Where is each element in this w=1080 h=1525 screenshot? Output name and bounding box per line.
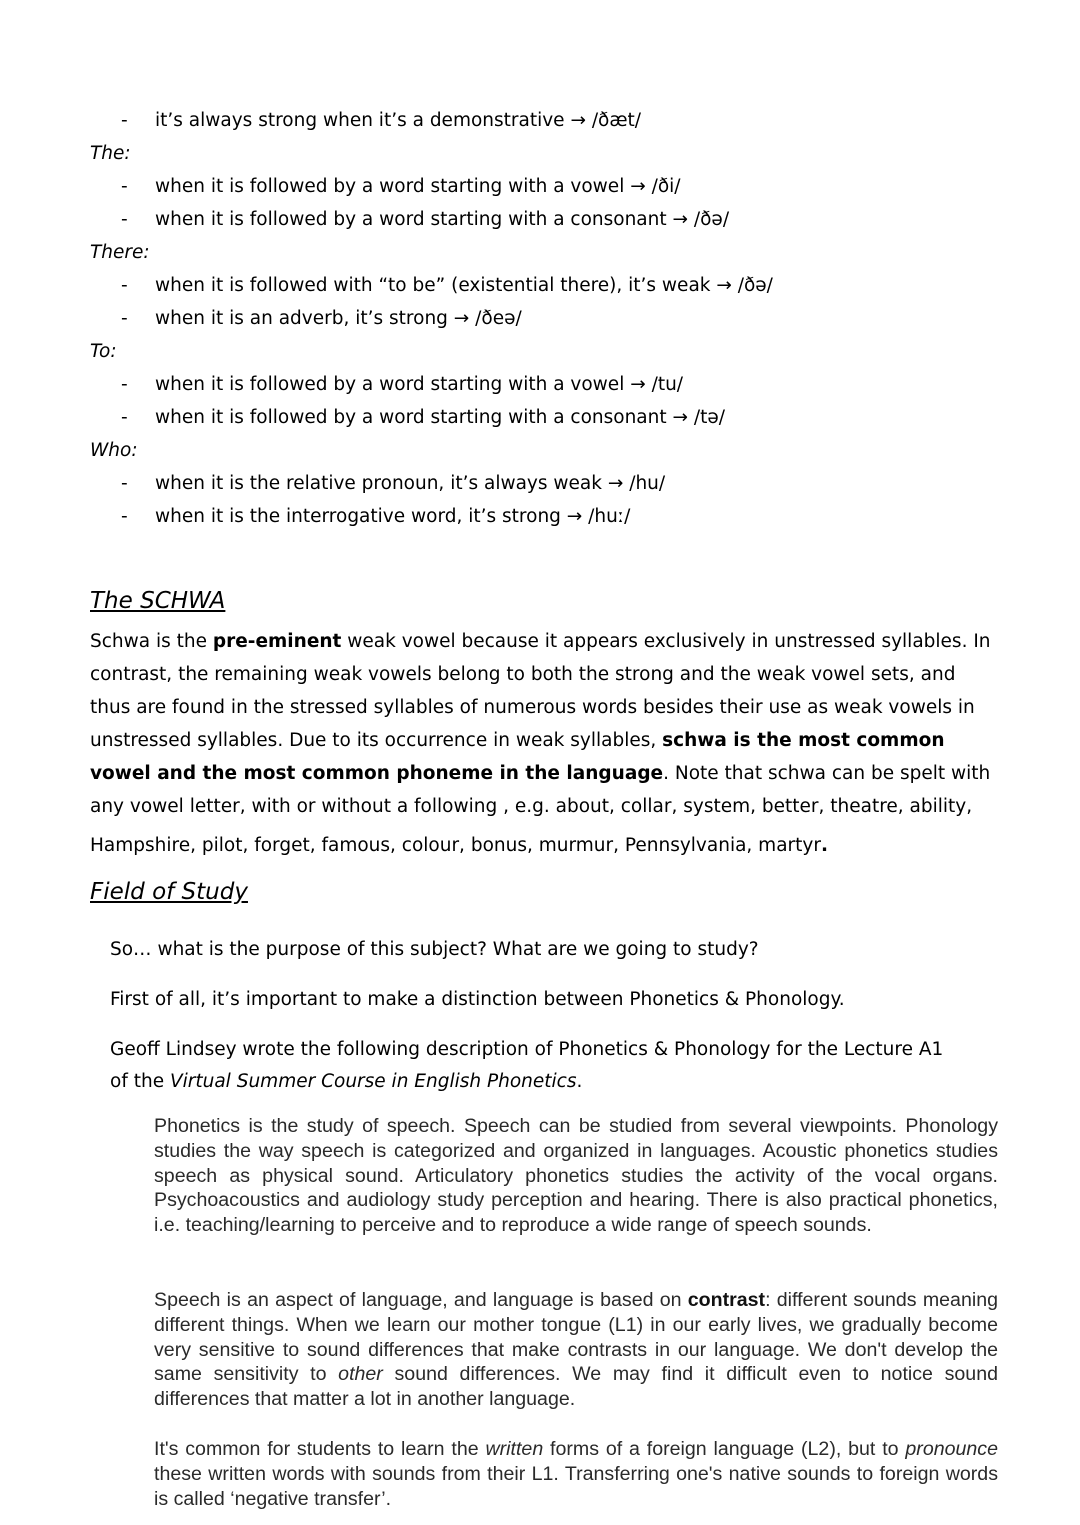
group-label-there: There: [90, 242, 150, 263]
rule-text: when it is followed by a word starting with a consonant → /ðə/ [155, 209, 730, 230]
group-label-the: The: [90, 143, 131, 164]
field-distinction: First of all, it’s important to make a distinction between Phonetics & Phonology. [110, 989, 845, 1010]
schwa-heading: The SCHWA [90, 588, 226, 614]
quote-italic-term: written [485, 1438, 544, 1460]
rule-text: when it is followed by a word starting with a vowel → /tu/ [155, 374, 684, 395]
field-lindsey-text: Geoff Lindsey wrote the following description of Phonetics & Phonology for the Lecture A1 [110, 1039, 944, 1060]
field-lindsey-text: of the [110, 1071, 170, 1092]
bullet-dash: - [121, 209, 128, 230]
group-label-who: Who: [90, 440, 138, 461]
rule-text: when it is followed by a word starting with a consonant → /tə/ [155, 407, 725, 428]
bullet-dash: - [121, 110, 128, 131]
course-title: Virtual Summer Course in English Phonetics [169, 1071, 577, 1092]
schwa-bold-term: pre-eminent [212, 631, 342, 652]
bullet-dash: - [121, 374, 128, 395]
quote-text: these written words with sounds from their L1. Transferring one's native sounds to foreign words is called ‘negative transfer’. [154, 1462, 998, 1510]
quote-paragraph: Phonetics is the study of speech. Speech can be studied from several viewpoints. Phonology studies the way speech is categorized and organized in languages. Acoustic phonetics studies speech as physical sound. Articulatory phonetics studies the activity of the vocal organs. Psychoacoustics and audiology study perception and hearing. There is also practical phonetics, i.e. teaching/learning to perceive and to reproduce a wide range of speech sounds. [154, 1115, 998, 1237]
field-heading: Field of Study [90, 879, 248, 905]
schwa-examples-line [90, 829, 995, 862]
rule-text: when it is followed with “to be” (existential there), it’s weak → /ðə/ [155, 275, 773, 296]
bullet-dash: - [121, 473, 128, 494]
quoted-description [154, 1288, 998, 1412]
bullet-dash: - [121, 176, 128, 197]
quoted-description [154, 1437, 998, 1511]
group-label-to: To: [90, 341, 117, 362]
quote-text: : different sounds meaning different things. When we learn our mother tongue (L1) in our early lives, we gradually become very sensitive to sound differences that make contrasts in our language. We don't develop the same sensitivity to [154, 1289, 998, 1386]
quote-italic-term: pronounce [905, 1438, 998, 1460]
bullet-dash: - [121, 275, 128, 296]
schwa-paragraph [90, 625, 995, 823]
quote-text: forms of a foreign language (L2), but to [543, 1438, 906, 1460]
quote-bold-term: contrast [687, 1289, 766, 1311]
field-lindsey-intro [110, 1034, 990, 1098]
field-lindsey-text: . [576, 1071, 583, 1092]
field-question: So… what is the purpose of this subject? What are we going to study? [110, 939, 759, 960]
bullet-dash: - [121, 308, 128, 329]
quote-paragraph [154, 1288, 998, 1412]
quote-paragraph [154, 1437, 998, 1511]
schwa-text: . Note that schwa can be spelt with any vowel letter, with or without a following , e.g. about, collar, system, better, theatre, ability, [90, 763, 991, 817]
quote-text: It's common for students to learn the [154, 1438, 486, 1460]
schwa-bold-statement: schwa is the most common vowel and the most common phoneme in the language [90, 730, 945, 784]
quote-text: sound differences. We may find it difficult even to notice sound differences that matter a lot in another language. [154, 1363, 998, 1411]
rule-text: when it is the interrogative word, it’s strong → /huː/ [155, 506, 631, 527]
schwa-text: weak vowel because it appears exclusively in unstressed syllables. In contrast, the remaining weak vowels belong to both the strong and the weak vowel sets, and thus are found in the stressed syllables of numerous words besides their use as weak vowels in unstressed syllables. Due to its occurrence in weak syllables, [90, 631, 991, 751]
rule-text: when it is an adverb, it’s strong → /ðeə/ [155, 308, 522, 329]
rule-text: when it is the relative pronoun, it’s always weak → /hu/ [155, 473, 666, 494]
rule-text: it’s always strong when it’s a demonstrative → /ðæt/ [155, 110, 642, 131]
rule-text: when it is followed by a word starting with a vowel → /ði/ [155, 176, 681, 197]
quote-italic-term: other [338, 1363, 383, 1386]
bullet-dash: - [121, 407, 128, 428]
schwa-examples-end: . [820, 835, 828, 856]
quote-text: Speech is an aspect of language, and language is based on [154, 1289, 688, 1311]
schwa-text: Schwa is the [90, 631, 213, 652]
bullet-dash: - [121, 506, 128, 527]
quoted-description [154, 1114, 998, 1238]
schwa-examples: Hampshire, pilot, forget, famous, colour, bonus, murmur, Pennsylvania, martyr [90, 835, 821, 856]
